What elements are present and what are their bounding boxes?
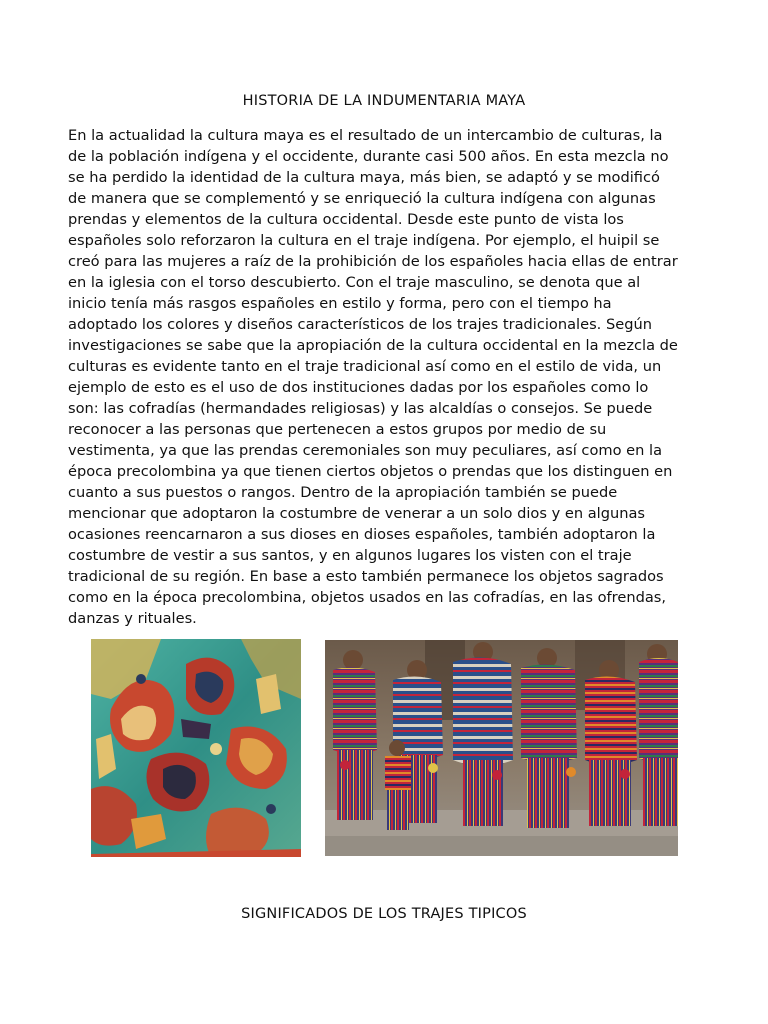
paragraph-line: danzas y rituales. (68, 610, 197, 627)
paragraph-line: prendas y elementos de la cultura occidental. Desde este punto de vista los (68, 211, 624, 228)
paragraph-line: como en la época precolombina, objetos usados en las cofradías, en las ofrendas, (68, 589, 667, 606)
maya-women-photo (325, 640, 678, 856)
paragraph-line: época precolombina ya que tienen ciertos objetos o prendas que los distinguen en (68, 463, 673, 480)
paragraph-line: culturas es evidente tanto en el traje tradicional así como en el estilo de vida, un (68, 358, 662, 375)
maya-mural-illustration (91, 639, 301, 857)
paragraph-line: mencionar que adoptaron la costumbre de venerar a un solo dios y en algunas (68, 505, 646, 522)
paragraph-line: reconocer a las personas que pertenecen a estos grupos por medio de su (68, 421, 607, 438)
paragraph-line: cuanto a sus puestos o rangos. Dentro de la apropiación también se puede (68, 484, 618, 501)
paragraph-line: investigaciones se sabe que la apropiación de la cultura occidental en la mezcla de (68, 337, 678, 354)
paragraph-line: inicio tenía más rasgos españoles en estilo y forma, pero con el tiempo ha (68, 295, 612, 312)
paragraph-line: vestimenta, ya que las prendas ceremoniales son muy peculiares, así como en la (68, 442, 663, 459)
paragraph-line: costumbre de vestir a sus santos, y en algunos lugares los visten con el traje (68, 547, 632, 564)
document-title: HISTORIA DE LA INDUMENTARIA MAYA (242, 93, 526, 109)
paragraph-line: en la iglesia con el torso descubierto. Con el traje masculino, se denota que al (68, 274, 641, 291)
paragraph-line: se ha perdido la identidad de la cultura maya, más bien, se adaptó y se modificó (68, 169, 660, 186)
paragraph-line: adoptado los colores y diseños característicos de los trajes tradicionales. Según (68, 316, 652, 333)
maya-mural-image (91, 639, 301, 857)
section-subtitle: SIGNIFICADOS DE LOS TRAJES TIPICOS (241, 906, 527, 922)
paragraph-line: ejemplo de esto es el uso de dos instituciones dadas por los españoles como lo (68, 379, 649, 396)
paragraph-line: ocasiones reencarnaron a sus dioses en dioses españoles, también adoptaron la (68, 526, 656, 543)
paragraph-line: españoles solo reforzaron la cultura en el traje indígena. Por ejemplo, el huipil se (68, 232, 660, 249)
paragraph-line: de la población indígena y el occidente, durante casi 500 años. En esta mezcla no (68, 148, 669, 165)
body-paragraph (68, 125, 703, 629)
maya-women-illustration (325, 640, 678, 856)
paragraph-line: de manera que se complementó y se enriqueció la cultura indígena con algunas (68, 190, 656, 207)
paragraph-line: En la actualidad la cultura maya es el resultado de un intercambio de culturas, la (68, 127, 663, 144)
paragraph-line: son: las cofradías (hermandades religiosas) y las alcaldías o consejos. Se puede (68, 400, 653, 417)
paragraph-line: creó para las mujeres a raíz de la prohibición de los españoles hacia ellas de entrar (68, 253, 678, 270)
paragraph-line: tradicional de su región. En base a esto también permanece los objetos sagrados (68, 568, 664, 585)
